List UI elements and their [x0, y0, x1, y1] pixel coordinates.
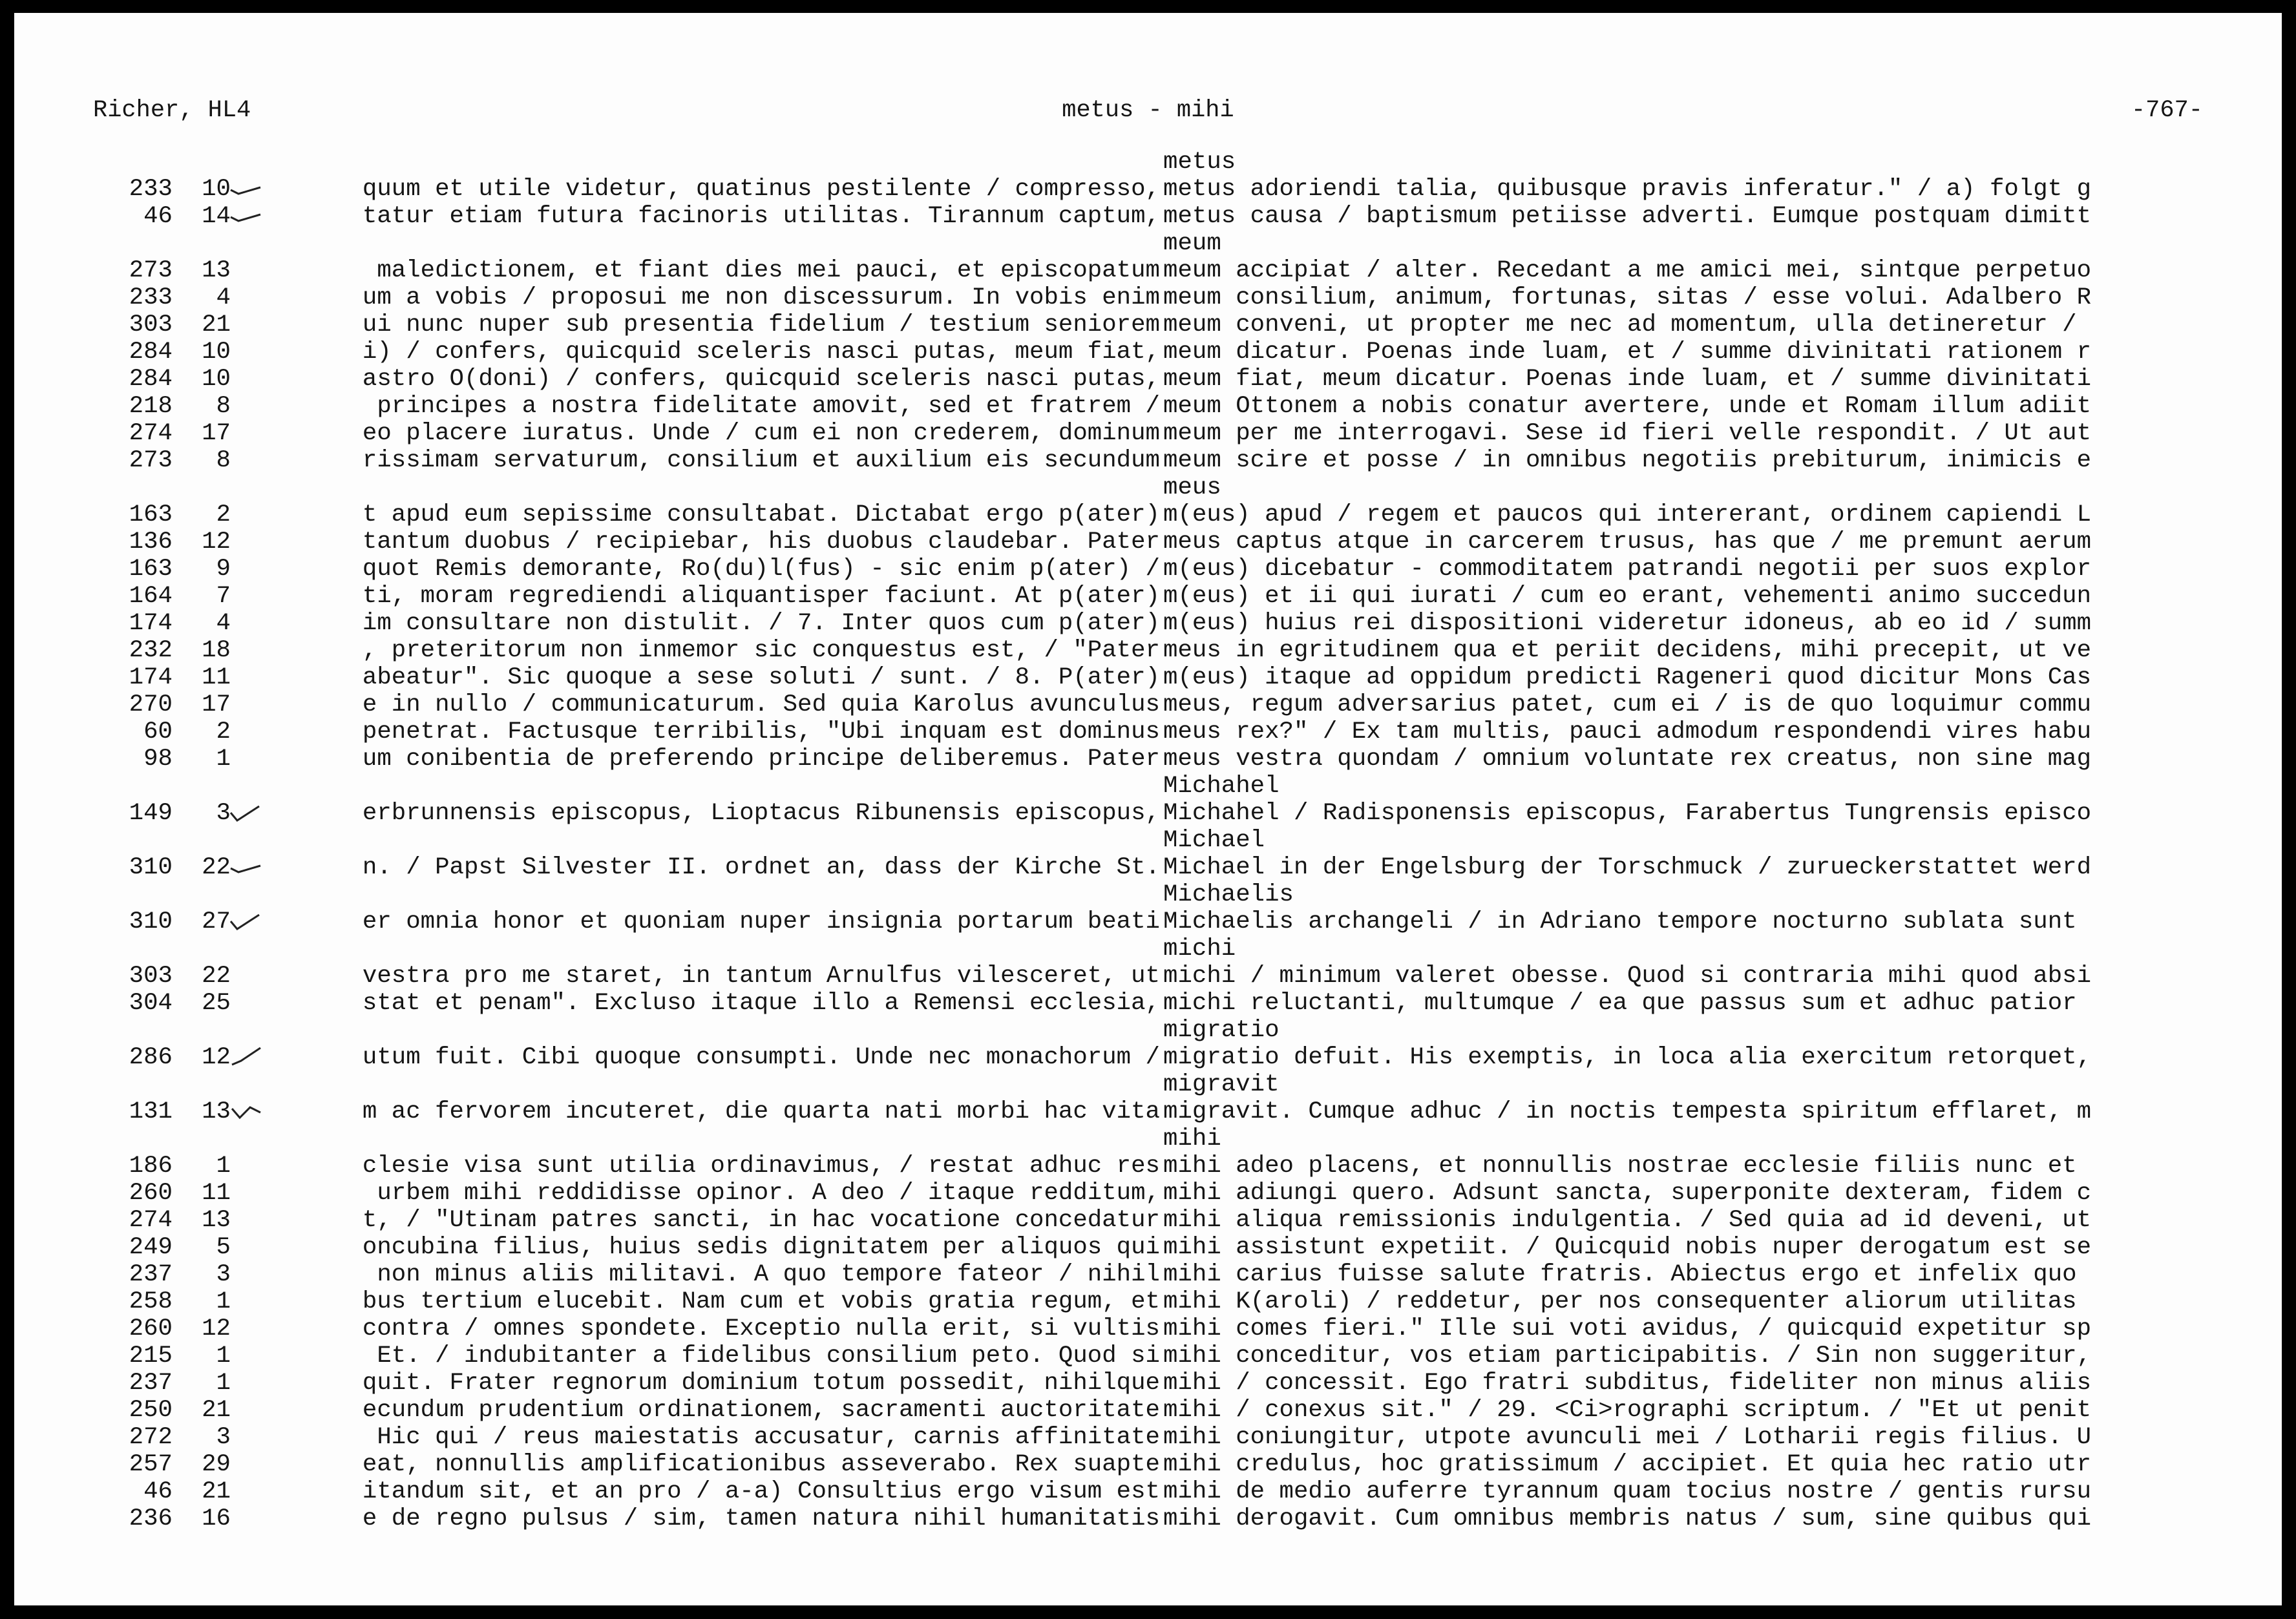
reference-line: 10	[202, 366, 231, 393]
keyword-in-context: meus, regum adversarius patet, cum ei / is de quo loquimur commu	[1163, 691, 2092, 718]
concordance-row	[14, 176, 2282, 203]
reference-page: 310	[129, 854, 173, 881]
keyword-in-context: meum fiat, meum dicatur. Poenas inde luam, et / summe divinitati	[1163, 366, 2092, 393]
headword-row	[14, 1017, 2282, 1044]
left-context: i) / confers, quicquid sceleris nasci putas, meum fiat,	[362, 339, 1160, 366]
keyword-in-context: meus rex?" / Ex tam multis, pauci admodum respondendi vires habu	[1163, 718, 2092, 746]
left-context: tantum duobus / recipiebar, his duobus claudebar. Pater	[362, 528, 1160, 556]
keyword-in-context: metus causa / baptismum petiisse adverti. Eumque postquam dimitt	[1163, 203, 2092, 230]
concordance-row	[14, 501, 2282, 528]
reference-page: 174	[129, 664, 173, 691]
reference-page: 60	[143, 718, 173, 746]
left-context: contra / omnes spondete. Exceptio nulla erit, si vultis	[362, 1315, 1160, 1342]
reference-line: 8	[216, 393, 231, 420]
reference-line: 10	[202, 176, 231, 203]
concordance-row	[14, 1288, 2282, 1315]
reference-page: 249	[129, 1234, 173, 1261]
concordance-row	[14, 1397, 2282, 1424]
left-context: um a vobis / proposui me non discessurum. In vobis enim	[362, 284, 1160, 311]
headword: migratio	[1163, 1017, 1280, 1044]
reference-line: 21	[202, 1397, 231, 1424]
keyword-in-context: mihi credulus, hoc gratissimum / accipiet. Et quia hec ratio utr	[1163, 1451, 2092, 1478]
reference-line: 1	[216, 1288, 231, 1315]
headword: meum	[1163, 230, 1221, 257]
reference-page: 270	[129, 691, 173, 718]
reference-line: 22	[202, 854, 231, 881]
reference-line: 2	[216, 718, 231, 746]
left-context: e de regno pulsus / sim, tamen natura nihil humanitatis	[362, 1505, 1160, 1532]
header-page-number: -767-	[2131, 97, 2203, 124]
headword-row	[14, 474, 2282, 501]
concordance-row	[14, 1424, 2282, 1451]
reference-page: 174	[129, 610, 173, 637]
concordance-row	[14, 1234, 2282, 1261]
reference-page: 274	[129, 1207, 173, 1234]
keyword-in-context: michi / minimum valeret obesse. Quod si contraria mihi quod absi	[1163, 963, 2092, 990]
headword: mihi	[1163, 1125, 1221, 1153]
keyword-in-context: mihi / conexus sit." / 29. <Ci>rographi scriptum. / "Et ut penit	[1163, 1397, 2092, 1424]
reference-line: 3	[216, 1424, 231, 1451]
concordance-row	[14, 366, 2282, 393]
reference-page: 274	[129, 420, 173, 447]
reference-page: 186	[129, 1153, 173, 1180]
reference-line: 13	[202, 1207, 231, 1234]
reference-page: 149	[129, 800, 173, 827]
concordance-row	[14, 1370, 2282, 1397]
concordance-row	[14, 1180, 2282, 1207]
left-context: , preteritorum non inmemor sic conquestus est, / "Pater	[362, 637, 1160, 664]
reference-line: 29	[202, 1451, 231, 1478]
concordance-list	[14, 149, 2282, 1532]
reference-line: 13	[202, 257, 231, 284]
reference-page: 236	[129, 1505, 173, 1532]
left-context: er omnia honor et quoniam nuper insignia portarum beati	[362, 908, 1160, 935]
headword-row	[14, 149, 2282, 176]
reference-page: 286	[129, 1044, 173, 1071]
left-context: Hic qui / reus maiestatis accusatur, carnis affinitate	[377, 1424, 1160, 1451]
concordance-row	[14, 637, 2282, 664]
keyword-in-context: metus adoriendi talia, quibusque pravis inferatur." / a) folgt g	[1163, 176, 2092, 203]
reference-page: 131	[129, 1098, 173, 1125]
keyword-in-context: migratio defuit. His exemptis, in loca alia exercitum retorquet,	[1163, 1044, 2092, 1071]
reference-page: 273	[129, 257, 173, 284]
reference-line: 11	[202, 1180, 231, 1207]
reference-line: 16	[202, 1505, 231, 1532]
reference-line: 12	[202, 528, 231, 556]
headword-row	[14, 827, 2282, 854]
reference-page: 237	[129, 1261, 173, 1288]
left-context: im consultare non distulit. / 7. Inter quos cum p(ater)	[362, 610, 1160, 637]
concordance-row	[14, 990, 2282, 1017]
keyword-in-context: michi reluctanti, multumque / ea que passus sum et adhuc patior	[1163, 990, 2077, 1017]
left-context: um conibentia de preferendo principe deliberemus. Pater	[362, 746, 1160, 773]
reference-line: 1	[216, 746, 231, 773]
left-context: itandum sit, et an pro / a-a) Consultius ergo visum est	[362, 1478, 1160, 1505]
keyword-in-context: m(eus) huius rei dispositioni videretur idoneus, ab eo id / summ	[1163, 610, 2092, 637]
concordance-row	[14, 1044, 2282, 1071]
keyword-in-context: meum Ottonem a nobis conatur avertere, unde et Romam illum adiit	[1163, 393, 2092, 420]
reference-line: 5	[216, 1234, 231, 1261]
concordance-row	[14, 854, 2282, 881]
keyword-in-context: mihi de medio auferre tyrannum quam tocius nostre / gentis rursu	[1163, 1478, 2092, 1505]
concordance-row	[14, 339, 2282, 366]
left-context: ui nunc nuper sub presentia fidelium / testium seniorem	[362, 311, 1160, 339]
keyword-in-context: m(eus) et ii qui iurati / cum eo erant, vehementi animo succedun	[1163, 583, 2092, 610]
reference-line: 9	[216, 556, 231, 583]
keyword-in-context: Michaelis archangeli / in Adriano tempore nocturno sublata sunt	[1163, 908, 2077, 935]
keyword-in-context: mihi derogavit. Cum omnibus membris natus / sum, sine quibus qui	[1163, 1505, 2092, 1532]
concordance-row	[14, 528, 2282, 556]
left-context: quit. Frater regnorum dominium totum possedit, nihilque	[362, 1370, 1160, 1397]
concordance-row	[14, 556, 2282, 583]
concordance-row	[14, 257, 2282, 284]
headword: metus	[1163, 149, 1236, 176]
headword: Michahel	[1163, 773, 1280, 800]
headword-row	[14, 935, 2282, 963]
left-context: t, / "Utinam patres sancti, in hac vocatione concedatur	[362, 1207, 1160, 1234]
headword-row	[14, 1125, 2282, 1153]
keyword-in-context: meus in egritudinem qua et periit decidens, mihi precepit, ut ve	[1163, 637, 2092, 664]
left-context: utum fuit. Cibi quoque consumpti. Unde nec monachorum /	[362, 1044, 1160, 1071]
keyword-in-context: mihi carius fuisse salute fratris. Abiectus ergo et infelix quo	[1163, 1261, 2077, 1288]
concordance-row	[14, 1098, 2282, 1125]
left-context: Et. / indubitanter a fidelibus consilium peto. Quod si	[377, 1342, 1160, 1370]
left-context: ti, moram regrediendi aliquantisper faciunt. At p(ater)	[362, 583, 1160, 610]
left-context: n. / Papst Silvester II. ordnet an, dass der Kirche St.	[362, 854, 1160, 881]
reference-page: 232	[129, 637, 173, 664]
reference-page: 164	[129, 583, 173, 610]
reference-page: 310	[129, 908, 173, 935]
left-context: penetrat. Factusque terribilis, "Ubi inquam est dominus	[362, 718, 1160, 746]
header-source: Richer, HL4	[93, 97, 251, 124]
reference-page: 218	[129, 393, 173, 420]
concordance-row	[14, 420, 2282, 447]
reference-line: 25	[202, 990, 231, 1017]
reference-page: 304	[129, 990, 173, 1017]
concordance-page	[14, 13, 2282, 1605]
headword: michi	[1163, 935, 1236, 963]
concordance-row	[14, 311, 2282, 339]
left-context: e in nullo / communicaturum. Sed quia Karolus avunculus	[362, 691, 1160, 718]
reference-line: 8	[216, 447, 231, 474]
concordance-row	[14, 1315, 2282, 1342]
keyword-in-context: m(eus) itaque ad oppidum predicti Rageneri quod dicitur Mons Cas	[1163, 664, 2092, 691]
reference-line: 2	[216, 501, 231, 528]
reference-line: 13	[202, 1098, 231, 1125]
headword-row	[14, 881, 2282, 908]
reference-page: 136	[129, 528, 173, 556]
reference-line: 4	[216, 284, 231, 311]
concordance-row	[14, 1505, 2282, 1532]
reference-line: 12	[202, 1044, 231, 1071]
keyword-in-context: Michahel / Radisponensis episcopus, Farabertus Tungrensis episco	[1163, 800, 2092, 827]
reference-page: 273	[129, 447, 173, 474]
left-context: rissimam servaturum, consilium et auxilium eis secundum	[362, 447, 1160, 474]
reference-page: 46	[143, 203, 173, 230]
reference-page: 284	[129, 339, 173, 366]
reference-page: 163	[129, 556, 173, 583]
left-context: astro O(doni) / confers, quicquid sceleris nasci putas,	[362, 366, 1160, 393]
left-context: ecundum prudentium ordinationem, sacramenti auctoritate	[362, 1397, 1160, 1424]
reference-page: 237	[129, 1370, 173, 1397]
keyword-in-context: mihi assistunt expetiit. / Quicquid nobis nuper derogatum est se	[1163, 1234, 2092, 1261]
concordance-row	[14, 800, 2282, 827]
keyword-in-context: meum per me interrogavi. Sese id fieri velle respondit. / Ut aut	[1163, 420, 2092, 447]
concordance-row	[14, 393, 2282, 420]
reference-line: 21	[202, 311, 231, 339]
keyword-in-context: meus captus atque in carcerem trusus, has que / me premunt aerum	[1163, 528, 2092, 556]
headword: migravit	[1163, 1071, 1280, 1098]
keyword-in-context: mihi comes fieri." Ille sui voti avidus, / quicquid expetitur sp	[1163, 1315, 2092, 1342]
reference-line: 3	[216, 1261, 231, 1288]
left-context: eo placere iuratus. Unde / cum ei non crederem, dominum	[362, 420, 1160, 447]
reference-line: 12	[202, 1315, 231, 1342]
concordance-row	[14, 284, 2282, 311]
keyword-in-context: meum conveni, ut propter me nec ad momentum, ulla detineretur /	[1163, 311, 2077, 339]
left-context: quum et utile videtur, quatinus pestilente / compresso,	[362, 176, 1160, 203]
left-context: eat, nonnullis amplificationibus asseverabo. Rex suapte	[362, 1451, 1160, 1478]
keyword-in-context: migravit. Cumque adhuc / in noctis tempesta spiritum efflaret, m	[1163, 1098, 2092, 1125]
left-context: abeatur". Sic quoque a sese soluti / sunt. / 8. P(ater)	[362, 664, 1160, 691]
concordance-row	[14, 1207, 2282, 1234]
left-context: oncubina filius, huius sedis dignitatem per aliquos qui	[362, 1234, 1160, 1261]
keyword-in-context: mihi / concessit. Ego fratri subditus, fideliter non minus aliis	[1163, 1370, 2092, 1397]
reference-page: 215	[129, 1342, 173, 1370]
reference-line: 11	[202, 664, 231, 691]
left-context: m ac fervorem incuteret, die quarta nati morbi hac vita	[362, 1098, 1160, 1125]
reference-page: 303	[129, 963, 173, 990]
concordance-row	[14, 1451, 2282, 1478]
concordance-row	[14, 447, 2282, 474]
keyword-in-context: meum accipiat / alter. Recedant a me amici mei, sintque perpetuo	[1163, 257, 2092, 284]
reference-page: 260	[129, 1315, 173, 1342]
concordance-row	[14, 583, 2282, 610]
concordance-row	[14, 664, 2282, 691]
reference-page: 46	[143, 1478, 173, 1505]
reference-page: 250	[129, 1397, 173, 1424]
keyword-in-context: meum consilium, animum, fortunas, sitas / esse volui. Adalbero R	[1163, 284, 2092, 311]
headword: Michaelis	[1163, 881, 1294, 908]
reference-page: 163	[129, 501, 173, 528]
keyword-in-context: mihi K(aroli) / reddetur, per nos consequenter aliorum utilitas	[1163, 1288, 2077, 1315]
reference-line: 3	[216, 800, 231, 827]
keyword-in-context: meum scire et posse / in omnibus negotiis prebiturum, inimicis e	[1163, 447, 2092, 474]
reference-line: 27	[202, 908, 231, 935]
left-context: t apud eum sepissime consultabat. Dictabat ergo p(ater)	[362, 501, 1160, 528]
keyword-in-context: m(eus) apud / regem et paucos qui intererant, ordinem capiendi L	[1163, 501, 2092, 528]
concordance-row	[14, 963, 2282, 990]
left-context: non minus aliis militavi. A quo tempore fateor / nihil	[377, 1261, 1160, 1288]
left-context: quot Remis demorante, Ro(du)l(fus) - sic enim p(ater) /	[362, 556, 1160, 583]
left-context: urbem mihi reddidisse opinor. A deo / itaque redditum,	[377, 1180, 1160, 1207]
keyword-in-context: m(eus) dicebatur - commoditatem patrandi negotii per suos explor	[1163, 556, 2092, 583]
concordance-row	[14, 1342, 2282, 1370]
left-context: bus tertium elucebit. Nam cum et vobis gratia regum, et	[362, 1288, 1160, 1315]
reference-line: 1	[216, 1342, 231, 1370]
concordance-row	[14, 718, 2282, 746]
reference-line: 17	[202, 691, 231, 718]
reference-line: 14	[202, 203, 231, 230]
concordance-row	[14, 610, 2282, 637]
concordance-row	[14, 203, 2282, 230]
page-header	[14, 97, 2282, 129]
reference-page: 258	[129, 1288, 173, 1315]
reference-line: 10	[202, 339, 231, 366]
left-context: maledictionem, et fiant dies mei pauci, et episcopatum	[377, 257, 1160, 284]
reference-page: 233	[129, 284, 173, 311]
left-context: tatur etiam futura facinoris utilitas. Tirannum captum,	[362, 203, 1160, 230]
reference-line: 1	[216, 1153, 231, 1180]
headword-row	[14, 1071, 2282, 1098]
left-context: vestra pro me staret, in tantum Arnulfus vilesceret, ut	[362, 963, 1160, 990]
left-context: stat et penam". Excluso itaque illo a Remensi ecclesia,	[362, 990, 1160, 1017]
reference-line: 17	[202, 420, 231, 447]
keyword-in-context: meum dicatur. Poenas inde luam, et / summe divinitati rationem r	[1163, 339, 2092, 366]
left-context: erbrunnensis episcopus, Lioptacus Ribunensis episcopus,	[362, 800, 1160, 827]
reference-page: 260	[129, 1180, 173, 1207]
keyword-in-context: mihi aliqua remissionis indulgentia. / Sed quia ad id deveni, ut	[1163, 1207, 2092, 1234]
reference-page: 284	[129, 366, 173, 393]
reference-line: 7	[216, 583, 231, 610]
concordance-row	[14, 1261, 2282, 1288]
concordance-row	[14, 1153, 2282, 1180]
keyword-in-context: Michael in der Engelsburg der Torschmuck / zurueckerstattet werd	[1163, 854, 2092, 881]
header-range: metus - mihi	[1062, 97, 1234, 124]
keyword-in-context: mihi coniungitur, utpote avunculi mei / Lotharii regis filius. U	[1163, 1424, 2092, 1451]
reference-page: 303	[129, 311, 173, 339]
keyword-in-context: meus vestra quondam / omnium voluntate rex creatus, non sine mag	[1163, 746, 2092, 773]
reference-page: 257	[129, 1451, 173, 1478]
reference-line: 22	[202, 963, 231, 990]
reference-line: 4	[216, 610, 231, 637]
headword-row	[14, 230, 2282, 257]
reference-line: 21	[202, 1478, 231, 1505]
left-context: clesie visa sunt utilia ordinavimus, / restat adhuc res	[362, 1153, 1160, 1180]
headword: Michael	[1163, 827, 1265, 854]
left-context: principes a nostra fidelitate amovit, sed et fratrem /	[377, 393, 1160, 420]
concordance-row	[14, 746, 2282, 773]
concordance-row	[14, 908, 2282, 935]
keyword-in-context: mihi adeo placens, et nonnullis nostrae ecclesie filiis nunc et	[1163, 1153, 2077, 1180]
reference-line: 18	[202, 637, 231, 664]
concordance-row	[14, 1478, 2282, 1505]
keyword-in-context: mihi adiungi quero. Adsunt sancta, superponite dexteram, fidem c	[1163, 1180, 2092, 1207]
reference-page: 272	[129, 1424, 173, 1451]
headword-row	[14, 773, 2282, 800]
reference-line: 1	[216, 1370, 231, 1397]
concordance-row	[14, 691, 2282, 718]
reference-page: 98	[143, 746, 173, 773]
keyword-in-context: mihi conceditur, vos etiam participabitis. / Sin non suggeritur,	[1163, 1342, 2092, 1370]
headword: meus	[1163, 474, 1221, 501]
reference-page: 233	[129, 176, 173, 203]
